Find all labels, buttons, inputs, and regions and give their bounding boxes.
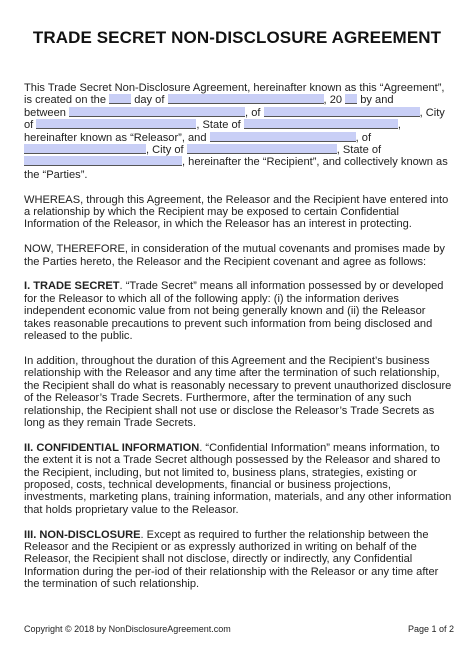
section-non-disclosure bbox=[24, 529, 454, 591]
document-title: TRADE SECRET NON-DISCLOSURE AGREEMENT bbox=[32, 28, 442, 47]
intro-line-5: hereinafter known as “Releasor”, and , of bbox=[24, 131, 372, 144]
intro-line-1: This Trade Secret Non-Disclosure Agreement, hereinafter known as this “Agreement”, bbox=[24, 82, 445, 94]
intro-paragraph bbox=[24, 82, 454, 181]
year-field[interactable] bbox=[345, 94, 357, 104]
section-trade-secret-continued bbox=[24, 355, 454, 429]
recipient-name-field[interactable] bbox=[210, 132, 356, 142]
intro-line-2: is created on the day of , 20 by and bbox=[24, 94, 394, 107]
section-confidential-information bbox=[24, 442, 454, 516]
day-field[interactable] bbox=[109, 94, 131, 104]
now-therefore-paragraph: NOW, THEREFORE, in consideration of the mutual covenants and promises made by the Parties hereto, the Releasor and the Recipient covenant and agree as follows: bbox=[24, 243, 445, 268]
intro-line-6: , City of , State of bbox=[24, 144, 381, 156]
intro-line-3: between , of , City bbox=[24, 106, 445, 119]
section-text: In addition, throughout the duration of this Agreement and the Recipient’s business relationship with the Releasor and any time after the termination of such relationship, the Recipient shall do what is reasonably necessary to prevent unauthorized disclosure of the Releasor’s Trade Secrets. Furthermore, after the termination of any such relationship, the Recipient shall not use or disclose the Releasor’s Trade Secrets as long as they remain Trade Secrets. bbox=[24, 354, 452, 429]
page-number: Page 1 of 2 bbox=[407, 624, 454, 634]
section-trade-secret bbox=[24, 280, 454, 342]
releasor-state-field[interactable] bbox=[244, 119, 398, 129]
releasor-name-field[interactable] bbox=[69, 107, 245, 117]
intro-line-4: of , State of , bbox=[24, 119, 401, 132]
whereas-paragraph: WHEREAS, through this Agreement, the Releasor and the Recipient have entered into a relationship by which the Recipient may be exposed to certain Confidential Information of the Releasor, in which the Releasor has an interest in protecting. bbox=[24, 193, 449, 231]
section-text: . Except as required to further the relationship between the Releasor and the Recipient or as expressly authorized in writing on behalf of the Releasor, the Recipient shall not disclose, directly or indirectly, any Confidential Information during the per-iod of their relationship with the Releasor or any time after the termination of such relationship. bbox=[24, 528, 439, 591]
section-text: . “Trade Secret” means all information possessed by or developed for the Releasor to which all of the following apply: (i) the information derives independent economic value from not being generally known and (ii) the Releasor takes reasonable precautions to prevent such information from being disclosed and released to the public. bbox=[24, 280, 444, 343]
copyright-text: Copyright © 2018 by NonDisclosureAgreement.com bbox=[24, 624, 231, 634]
month-field[interactable] bbox=[168, 94, 324, 104]
page-footer bbox=[24, 624, 454, 634]
releasor-address-field[interactable] bbox=[264, 107, 420, 117]
document-body bbox=[24, 82, 454, 603]
recipient-address-field[interactable] bbox=[24, 144, 146, 154]
intro-line-8: the “Parties”. bbox=[24, 168, 88, 181]
recipient-state-field[interactable] bbox=[24, 156, 182, 166]
section-text: . “Confidential Information” means information, to the extent it is not a Trade Secret although possessed by the Releasor and shared to the Recipient, including, but not limited to, business plans, strategies, existing or proposed, costs, technical developments, financial or business projections, investments, marketing plans, training information, materials, and any other information that holds proprietary value to the Releasor. bbox=[24, 441, 452, 516]
section-heading: II. CONFIDENTIAL INFORMATION bbox=[24, 441, 200, 454]
section-heading: I. TRADE SECRET bbox=[24, 280, 120, 293]
releasor-city-field[interactable] bbox=[36, 119, 196, 129]
recipient-city-field[interactable] bbox=[187, 144, 337, 154]
intro-line-7: , hereinafter the “Recipient”, and collectively known as bbox=[24, 156, 448, 168]
section-heading: III. NON-DISCLOSURE bbox=[24, 528, 141, 541]
